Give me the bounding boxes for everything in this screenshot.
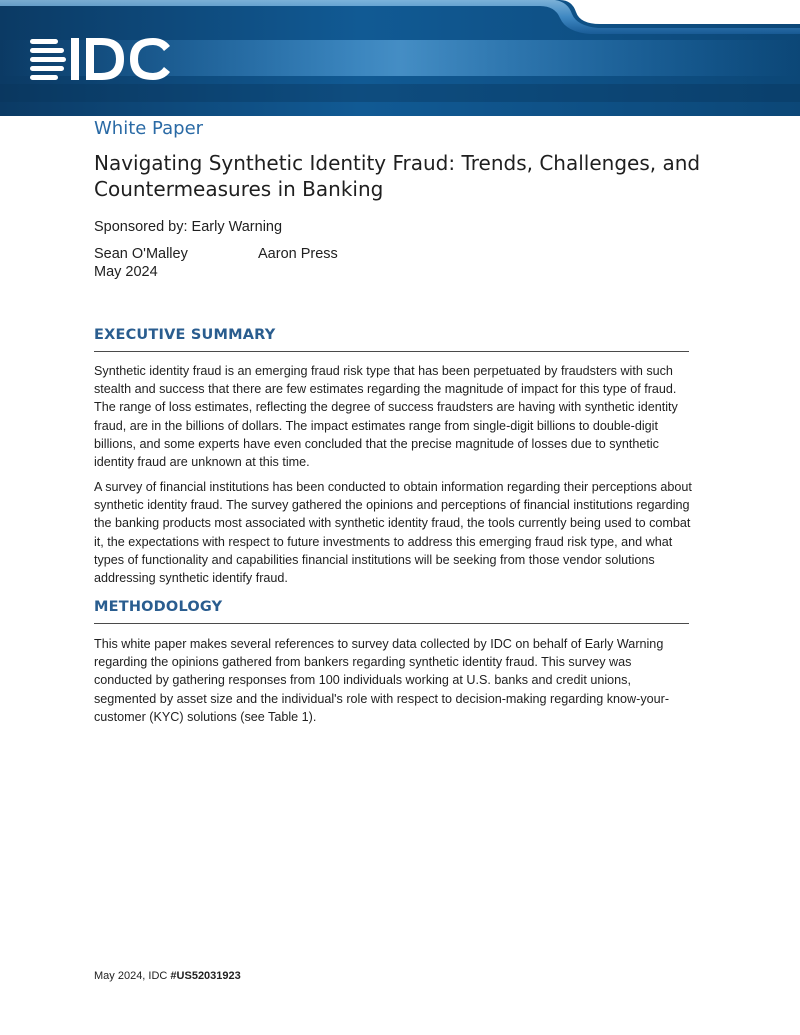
author-name: Sean O'Malley — [94, 246, 188, 262]
paragraph: A survey of financial institutions has been conducted to obtain information regarding their perceptions about synthetic identity fraud. The survey gathered the opinions and perceptions of financial institutions regarding the banking products most associated with synthetic identity fraud, the tools currently being used to combat it, the expectations with respect to future investments to address this emerging fraud risk type, and what types of functionality and capabilities financial institutions will be seeking from those vendor solutions addressing synthetic identify fraud. — [94, 480, 692, 586]
header-banner — [0, 0, 800, 116]
section-heading-executive-summary: EXECUTIVE SUMMARY — [94, 327, 689, 352]
paragraph: Synthetic identity fraud is an emerging fraud risk type that has been perpetuated by fraudsters with such stealth and success that there are few estimates regarding the magnitude of impact for this type of fraud. The range of loss estimates, reflecting the degree of success fraudsters are having with synthetic identity fraud, are in the billions of dollars. The impact estimates range from single-digit billions to double-digit billions, and some experts have even concluded that the precise magnitude of losses due to synthetic identity fraud are unknown at this time. — [94, 364, 678, 470]
page-footer — [94, 970, 241, 982]
section-heading-methodology: METHODOLOGY — [94, 599, 689, 624]
publication-date: May 2024 — [94, 264, 158, 280]
footer-date-label: May 2024, IDC — [94, 970, 171, 982]
document-type: White Paper — [94, 118, 204, 139]
document-title: Navigating Synthetic Identity Fraud: Trends, Challenges, and Countermeasures in Banking — [94, 151, 701, 201]
paragraph: This white paper makes several references to survey data collected by IDC on behalf of Early Warning regarding the opinions gathered from bankers regarding synthetic identity fraud. This survey was conducted by gathering responses from 100 individuals working at U.S. banks and credit unions, segmented by asset size and the individual's role with respect to decision-making regarding know-your-customer (KYC) solutions (see Table 1). — [94, 637, 670, 724]
idc-logo — [30, 36, 172, 80]
author-name: Aaron Press — [258, 246, 338, 262]
footer-document-number: #US52031923 — [170, 970, 241, 982]
sponsor-line: Sponsored by: Early Warning — [94, 219, 283, 235]
